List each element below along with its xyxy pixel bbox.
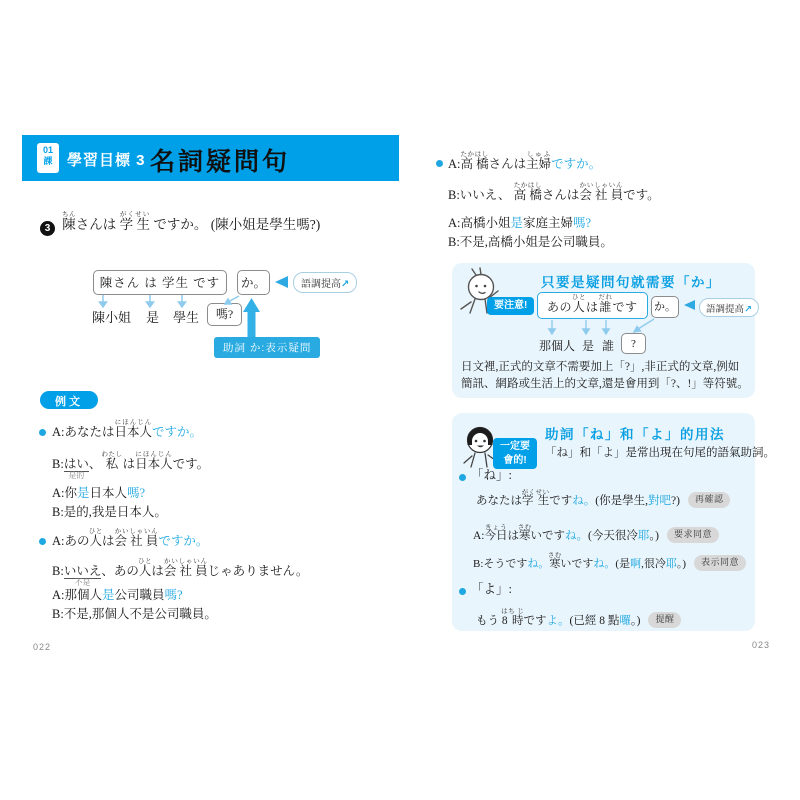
diagram-arrows xyxy=(530,316,690,340)
page-number-right: 023 xyxy=(752,640,771,650)
example3-zh-question: A:高橋小姐是家庭主婦嗎? xyxy=(448,216,592,230)
learning-goal-subtitle: 學習目標 3 xyxy=(67,152,146,169)
example1-jp-question: A:あなたは日本人にほんじんですか。 xyxy=(52,419,203,439)
bullet-dot xyxy=(459,588,466,595)
ka-particle: か。 xyxy=(654,301,676,313)
question-word: 嗎? xyxy=(215,307,234,321)
intonation-label: 語調提高 xyxy=(706,303,745,315)
diagram-arrows xyxy=(85,262,355,362)
example1-jp-answer: B:はい 是的 、 私わたし は日本人にほんじんです。 xyxy=(52,451,210,480)
question-mark: ? xyxy=(631,338,636,350)
bullet-dot xyxy=(459,474,466,481)
page-number-left: 022 xyxy=(33,642,52,652)
ne-section-header: 「ね」: xyxy=(471,468,512,482)
lesson-suffix: 課 xyxy=(43,156,53,167)
example3-jp-question: A:高 橋たかはしさんは主婦しゅふですか。 xyxy=(448,151,602,171)
jp-sentence-box: 陳さん は 学生 です xyxy=(93,270,227,295)
lesson-number: 01 xyxy=(42,145,53,155)
sentence-number-circle: 3 xyxy=(40,221,55,236)
left-arrow-icon xyxy=(684,300,695,310)
example2-jp-answer: B:いいえ 不是 、あの人ひとは会 社 員かいしゃいんじゃありません。 xyxy=(52,558,309,587)
example2-zh-answer: B:不是,那個人不是公司職員。 xyxy=(52,607,217,621)
intonation-bubble xyxy=(699,298,759,317)
bullet-dot xyxy=(39,429,46,436)
example-sentences-button: 例文 xyxy=(40,391,98,409)
notice-box-title: 只要是疑問句就需要「か」 xyxy=(541,275,721,290)
example1-zh-answer: B:是的,我是日本人。 xyxy=(52,505,167,519)
notice-box-note: 日文裡,正式的文章不需要加上「?」,非正式的文章,例如簡訊、網路或生活上的文章,還是會用到「?、!」等符號。 xyxy=(461,361,749,390)
zh-word: 是 xyxy=(582,339,595,353)
example3-jp-answer: B:いいえ、 高 橋たかはしさんは会 社 員かいしゃいんです。 xyxy=(448,182,660,202)
zh-word: 那個人 xyxy=(539,339,576,353)
notice-character-icon xyxy=(456,266,506,324)
main-sentence: 陳ちんさんは 学 生がくせい ですか。 (陳小姐是學生嗎?) xyxy=(62,211,321,232)
ka-particle: か。 xyxy=(240,276,266,290)
usage-box-title: 助詞「ね」和「よ」的用法 xyxy=(545,427,725,442)
ne-example-3: B:そうですね。寒さむいですね。(是啊,很冷耶。) 表示同意 xyxy=(473,552,746,572)
rising-intonation-icon: ↗ xyxy=(744,303,752,315)
bullet-dot xyxy=(39,538,46,545)
notice-character-tag: 要注意! xyxy=(487,297,534,315)
intonation-label: 語調提高 xyxy=(301,279,341,290)
yo-section-header: 「よ」: xyxy=(471,582,512,596)
yo-example-1: もう 8 時はち じですよ。(已經 8 點囉。) 提醒 xyxy=(476,608,681,628)
ne-example-1: あなたは学 生がくせいですね。(你是學生,對吧?) 再確認 xyxy=(476,489,730,508)
example3-zh-answer: B:不是,高橋小姐是公司職員。 xyxy=(448,235,613,249)
lesson-number-badge xyxy=(37,143,59,173)
example2-zh-question: A:那個人是公司職員嗎? xyxy=(52,588,183,602)
lesson-banner xyxy=(22,135,399,181)
must-know-character-tag: 一定要會的! xyxy=(493,438,537,469)
zh-word: 陳小姐 xyxy=(92,310,132,325)
rising-intonation-icon: ↗ xyxy=(341,279,350,290)
bullet-dot xyxy=(436,160,443,167)
example1-zh-question: A:你是日本人嗎? xyxy=(52,486,146,500)
ka-particle-box xyxy=(651,296,679,318)
zh-word: 學生 xyxy=(173,310,200,325)
ne-example-2: A:今日きょうは寒さむいですね。(今天很冷耶。) 要求同意 xyxy=(473,524,719,543)
zh-word: 是 xyxy=(146,310,160,325)
zh-word: 誰 xyxy=(602,339,615,353)
jp-sentence-box: あの 人ひと は 誰だれ です xyxy=(537,292,648,319)
example2-jp-question: A:あの人ひとは会 社 員かいしゃいんですか。 xyxy=(52,528,209,548)
particle-explanation-label: 助詞 か:表示疑問 xyxy=(214,337,320,358)
usage-box-subtitle: 「ね」和「よ」是常出現在句尾的語氣助詞。 xyxy=(545,447,775,459)
page-title: 名詞疑問句 xyxy=(150,149,291,176)
